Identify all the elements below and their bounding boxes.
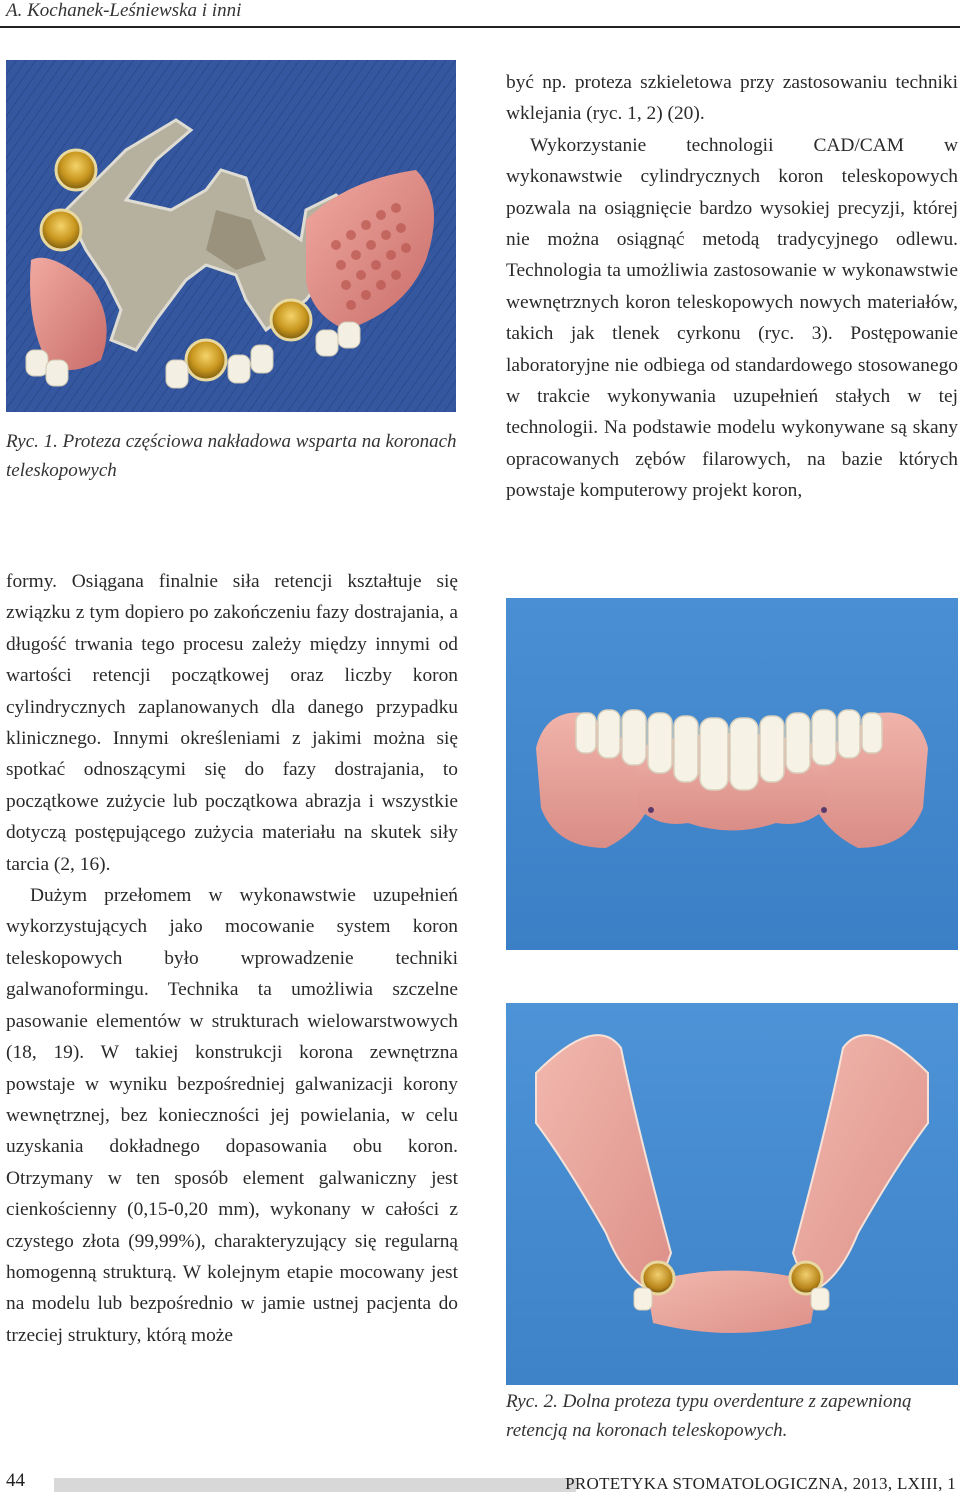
- header-rule: [0, 26, 960, 28]
- footer-bar: [54, 1478, 576, 1492]
- figure-2-photo: [506, 598, 958, 950]
- left-column: [6, 566, 458, 1351]
- left-paragraph-1: formy. Osiągana finalnie siła retencji kształtuje się związku z tym dopiero po zakończeniu fazy dostrajania, a długość trwania tego procesu zależy między innymi od wartości retencji początkowej oraz liczby koron cylindrycznych zaplanowanych dla danego przypadku klinicznego. Innymi określeniami z jakimi można się spotkać odnoszącymi się do fazy dostrajania, to początkowe zużycie lub początkowa abrazja i wszystkie dotyczą postępującego zużycia materiału na skutek siły tarcia (2, 16).: [6, 571, 458, 875]
- journal-footer: PROTETYKA STOMATOLOGICZNA, 2013, LXIII, 1: [565, 1474, 956, 1493]
- right-paragraph-1: być np. proteza szkieletowa przy zastosowaniu techniki wklejania (ryc. 1, 2) (20).: [506, 72, 958, 125]
- running-head: A. Kochanek-Leśniewska i inni: [6, 0, 242, 21]
- figure-2-caption: Ryc. 2. Dolna proteza typu overdenture z zapewnioną retencją na koronach teleskopowych.: [506, 1391, 912, 1441]
- left-paragraph-2: Dużym przełomem w wykonawstwie uzupełnień wykorzystujących jako mocowanie system koron teleskopowych było wprowadzenie techniki galwanoformingu. Technika ta umożliwia szczelne pasowanie elementów w strukturach wielowarstwowych (18, 19). W takiej konstrukcji korona zewnętrzna powstaje w wyniku bezpośredniej galwanizacji korony wewnętrznej, bez konieczności jej powielania, w celu uzyskania dokładnego dopasowania obu koron. Otrzymany w ten sposób element galwaniczny jest cienkościenny (0,15-0,20 mm), wykonany w całości z czystego złota (99,99%), charakteryzujący się regularną homogenną strukturą. W kolejnym etapie mocowany jest na modelu lub bezpośrednio w jamie ustnej pacjenta do trzeciej struktury, którą może: [6, 885, 458, 1346]
- page-number: 44: [6, 1470, 25, 1491]
- figure-1-photo: [6, 60, 456, 412]
- figure-3-photo: [506, 1003, 958, 1385]
- right-column: [506, 67, 958, 507]
- right-paragraph-2: Wykorzystanie technologii CAD/CAM w wykonawstwie cylindrycznych koron teleskopowych pozwala na osiągnięcie bardzo wysokiej precyzji, której nie można osiągnąć metodą tradycyjnego odlewu. Technologia ta umożliwia zastosowanie w wykonawstwie wewnętrznych koron teleskopowych nowych materiałów, takich jak tlenek cyrkonu (ryc. 3). Postępowanie laboratoryjne nie odbiega od standardowego stosowanego w trakcie wykonywania uzupełnień stałych w tej technologii. Na podstawie modelu wykonywane są skany opracowanych zębów filarowych, na bazie których powstaje komputerowy projekt koron,: [506, 134, 958, 502]
- figure-1-caption: Ryc. 1. Proteza częściowa nakładowa wsparta na koronach teleskopowych: [6, 431, 457, 481]
